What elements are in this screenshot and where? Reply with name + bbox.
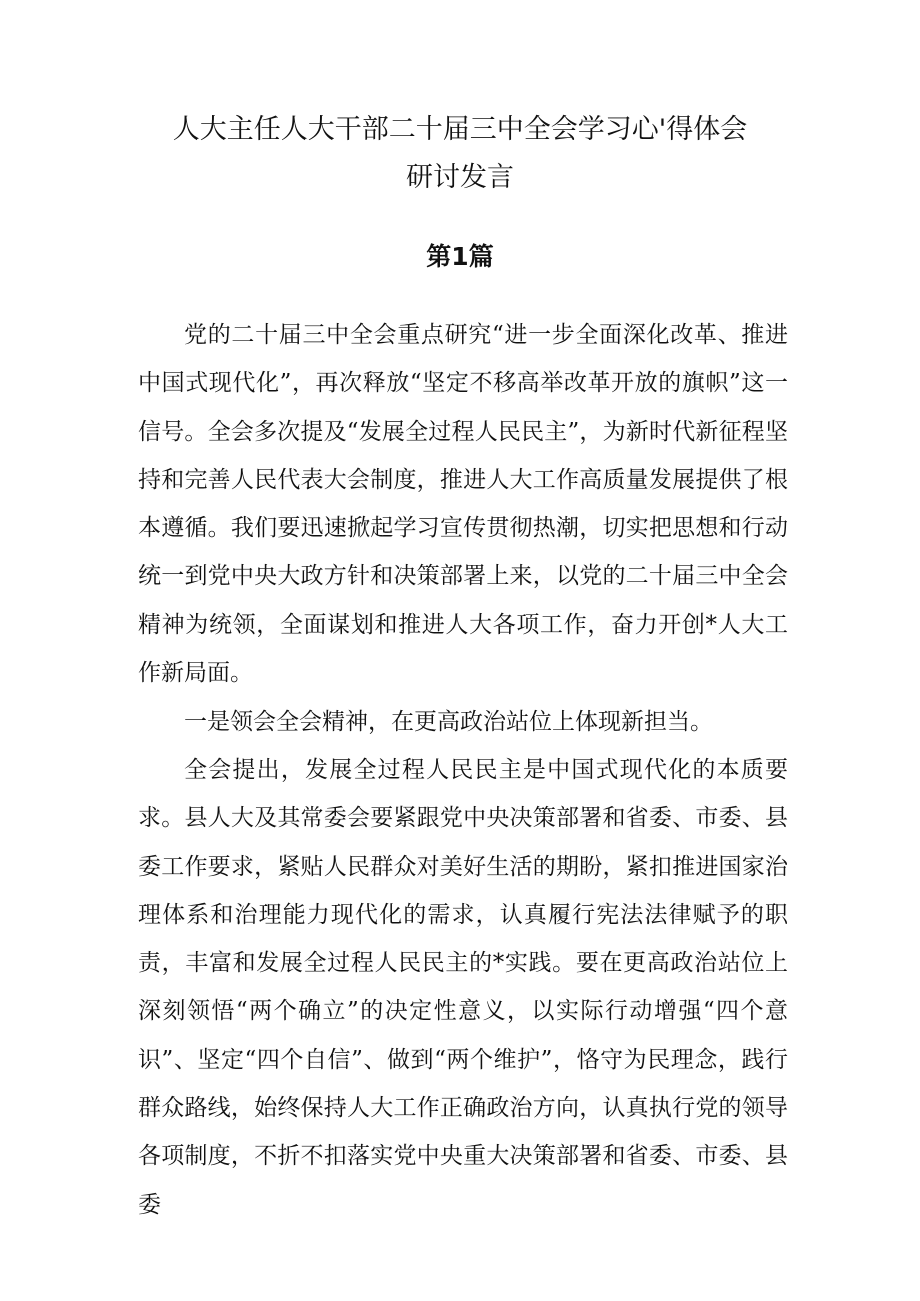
section-heading: 第1篇	[426, 242, 494, 271]
document-title-line-1: 人大主任人大干部二十届三中全会学习心'得体会	[172, 114, 748, 145]
body-paragraph-intro: 党的二十届三中全会重点研究“进一步全面深化改革、推进中国式现代化”，再次释放“坚定不移高举改革开放的旗帜”这一信号。全会多次提及“发展全过程人民民主”，为新时代新征程坚持和完善人民代表大会制度，推进人大工作高质量发展提供了根本遵循。我们要迅速掀起学习宣传贯彻热潮，切实把思想和行动统一到党中央大政方针和决策部署上来，以党的二十届三中全会精神为统领，全面谋划和推进人大各项工作，奋力开创*人大工作新局面。	[138, 322, 788, 687]
body-paragraph-detail: 全会提出，发展全过程人民民主是中国式现代化的本质要求。县人大及其常委会要紧跟党中央决策部署和省委、市委、县委工作要求，紧贴人民群众对美好生活的期盼，紧扣推进国家治理体系和治理能力现代化的需求，认真履行宪法法律赋予的职责，丰富和发展全过程人民民主的*实践。要在更高政治站位上深刻领悟“两个确立”的决定性意义，以实际行动增强“四个意识”、坚定“四个自信”、做到“两个维护”，恪守为民理念，践行群众路线，始终保持人大工作正确政治方向，认真执行党的领导各项制度，不折不扣落实党中央重大决策部署和省委、市委、县委	[138, 757, 788, 1218]
body-paragraph-point-one: 一是领会全会精神，在更高政治站位上体现新担当。	[184, 709, 713, 735]
document-title-line-2: 研讨发言	[406, 162, 514, 193]
